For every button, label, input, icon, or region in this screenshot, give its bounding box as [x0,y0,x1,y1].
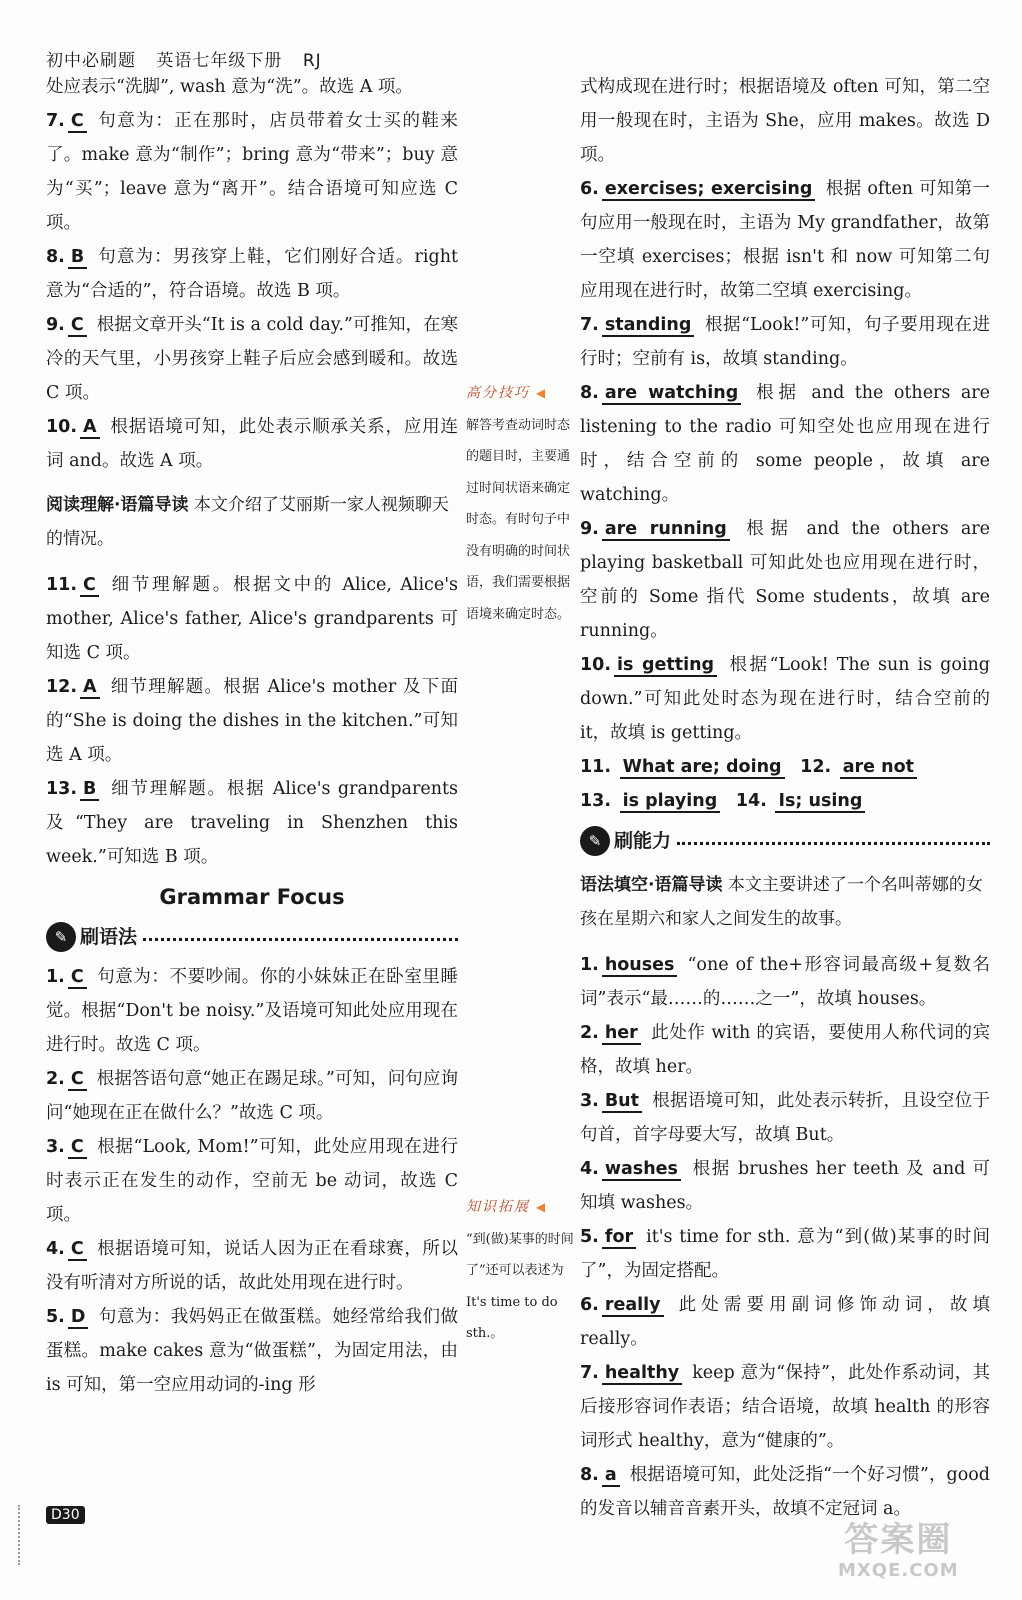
answer-item [580,1356,990,1458]
answer-item [46,240,458,308]
answer-item [580,172,990,308]
item-number: 6. [580,1295,599,1315]
left-answer-list-c [46,960,458,1402]
explanation-text: 根据 brushes her teeth 及 and 可知填 washes。 [580,1159,990,1213]
explanation-text: 根据语境可知，说话人因为正在看球赛，所以没有听清对方所说的话，故此处用现在进行时。 [46,1239,458,1293]
sidenote-knowledge-text: “到(做)某事的时间了”还可以表述为 It's time to do sth.。 [466,1231,574,1341]
answer-item [580,1458,990,1526]
explanation-text: 句意为：男孩穿上鞋，它们刚好合适。right 意为“合适的”，符合语境。故选 B 项。 [46,247,458,301]
item-number: 7. [580,1363,599,1383]
grammar-label: 语法填空·语篇导读 [580,875,723,895]
answer-item [580,376,990,512]
brush-icon: ✎ [580,826,610,856]
reading-intro [46,488,458,556]
sidenote-tip-text: 解答考查动词时态的题目时，主要通过时间状语来确定时态。有时句子中没有明确的时间状语，我们需要根据语境来确定时态。 [466,417,571,622]
item-number: 1. [580,955,599,975]
answer-key: D [68,1307,89,1329]
page-corner-mark [18,1505,34,1565]
edition-label: RJ [302,51,322,71]
item-number: 12. [800,757,832,777]
item-number: 7. [580,315,599,335]
answer-item [580,1288,990,1356]
left-column [46,70,458,1402]
item-number: 8. [580,1465,599,1485]
answer-item [580,1016,990,1084]
explanation-text: 根据 often 可知第一句应用一般现在时，主语为 My grandfather，故第一空填 exercises；根据 isn't 和 now 可知第二句应用现在进行时，故第二空填 exercising。 [580,179,990,301]
reading-summary: 本文介绍了艾丽斯一家人视频聊天的情况。 [46,495,449,549]
grammar-badge [46,920,458,954]
answer-item [46,670,458,772]
answer-item [46,1130,458,1232]
explanation-text: 根据文章开头“It is a cold day.”可推知，在寒冷的天气里，小男孩穿上鞋子后应会感到暖和。故选 C 项。 [46,315,458,403]
right-column [580,70,990,1526]
explanation-text: 句意为：不要吵闹。你的小妹妹正在卧室里睡觉。根据“Don't be noisy.”及语境可知此处应用现在进行时。故选 C 项。 [46,967,458,1055]
item-number: 13. [46,779,78,799]
answer-item [580,308,990,376]
item-number: 7. [46,111,65,131]
answer-key: But [602,1091,642,1113]
answer-key: C [68,315,87,337]
sidenote-tip [466,378,578,630]
item-number: 3. [580,1091,599,1111]
answer-item [46,308,458,410]
explanation-text: 根据“Look! The sun is going down.”可知此处时态为现在进行时，结合空前的 it，故填 is getting。 [580,655,990,743]
item-number: 9. [46,315,65,335]
answer-item [580,648,990,750]
book-title: 英语七年级下册 [156,51,283,71]
answer-key: What are; doing [620,757,785,779]
left-lead-text: 处应表示“洗脚”, wash 意为“洗”。故选 A 项。 [46,77,413,97]
answer-key: A [80,417,100,439]
explanation-text: 句意为：正在那时，店员带着女士买的鞋来了。make 意为“制作”；bring 意为“带来”；buy 意为“买”；leave 意为“离开”。结合语境可知应选 C 项。 [46,111,458,233]
grammar-summary: 本文主要讲述了一个名叫蒂娜的女孩在星期六和家人之间发生的故事。 [580,875,983,929]
answer-key: are not [840,757,917,779]
answer-item [46,568,458,670]
left-answer-list-b [46,568,458,874]
explanation-text: 细节理解题。根据 Alice's grandparents 及“They are traveling in Shenzhen this week.”可知选 B 项。 [46,779,458,867]
page-number: D30 [46,1506,85,1524]
answer-key: her [602,1023,641,1045]
ability-badge [580,824,990,858]
right-answer-list-a [580,172,990,750]
item-number: 13. [580,791,612,811]
answer-key: C [68,1069,87,1091]
answer-item [46,410,458,478]
watermark-main: 答案圈 [844,1520,953,1560]
answer-key: exercises; exercising [602,179,816,201]
item-number: 6. [580,179,599,199]
left-answer-list-a [46,104,458,478]
item-number: 5. [46,1307,65,1327]
explanation-text: 根据语境可知，此处泛指“一个好习惯”，good 的发音以辅音音素开头，故填不定冠词 a。 [580,1465,990,1519]
answer-key: is playing [620,791,721,813]
item-number: 1. [46,967,65,987]
answer-key: healthy [602,1363,682,1385]
right-answer-list-b [580,948,990,1526]
brush-icon: ✎ [46,922,76,952]
item-number: 4. [46,1239,65,1259]
item-number: 2. [46,1069,65,1089]
answer-key: really [602,1295,664,1317]
answer-key: C [68,967,87,989]
item-number: 11. [46,575,78,595]
explanation-text: 细节理解题。根据 Alice's mother 及下面的“She is doing the dishes in the kitchen.”可知选 A 项。 [46,677,458,765]
answer-key: B [80,779,99,801]
explanation-text: 根据 and the others are listening to the radio 可知空处也应用现在进行时，结合空前的 some people，故填 are watching。 [580,383,991,505]
item-number: 9. [580,519,599,539]
page-header [46,46,336,71]
answer-key: C [68,1239,87,1261]
reading-label: 阅读理解·语篇导读 [46,495,189,515]
answer-item [46,1062,458,1130]
dotted-divider [677,842,990,845]
answer-item [46,1300,458,1402]
explanation-text: 根据 and the others are playing basketball 可知此处也应用现在进行时，空前的 Some 指代 Some students，故填 are running。 [580,519,991,641]
explanation-text: 此处需要用副词修饰动词，故填 really。 [580,1295,990,1349]
explanation-text: it's time for sth. 意为“到(做)某事的时间了”，为固定搭配。 [580,1227,990,1281]
answer-key: a [602,1465,620,1487]
item-number: 10. [580,655,612,675]
answer-key: houses [602,955,678,977]
explanation-text: 根据“Look!”可知，句子要用现在进行时；空前有 is，故填 standing。 [580,315,990,369]
right-lead-text: 式构成现在进行时；根据语境及 often 可知，第二空用一般现在时，主语为 She，应用 makes。故选 D 项。 [580,77,990,165]
section-title: Grammar Focus [159,885,345,909]
answer-key: C [68,1137,87,1159]
answer-key: C [68,111,87,133]
answer-item [580,512,990,648]
watermark [838,1520,959,1581]
grammar-intro [580,868,990,936]
watermark-site: MXQE.COM [838,1560,959,1581]
answer-key: washes [602,1159,681,1181]
answer-item [46,104,458,240]
item-number: 8. [580,383,599,403]
sidenote-knowledge-tag: 知识拓展 ◀ [466,1192,578,1224]
explanation-text: 句意为：我妈妈正在做蛋糕。她经常给我们做蛋糕。make cakes 意为“做蛋糕”，为固定用法，由 is 可知，第一空应用动词的-ing 形 [46,1307,458,1395]
explanation-text: 此处作 with 的宾语，要使用人称代词的宾格，故填 her。 [580,1023,990,1077]
answer-key: are watching [602,383,741,405]
explanation-text: 细节理解题。根据文中的 Alice, Alice's mother, Alice's father, Alice's grandparents 可知选 C 项。 [46,575,458,663]
answer-key: standing [602,315,695,337]
answer-item [580,1152,990,1220]
sidenote-knowledge [466,1192,578,1350]
explanation-text: 根据语境可知，此处表示转折，且设空位于句首，首字母要大写，故填 But。 [580,1091,990,1145]
short-answer-row-2 [580,784,990,818]
explanation-text: 根据答语句意“她正在踢足球。”可知，问句应询问“她现在正在做什么？”故选 C 项。 [46,1069,458,1123]
answer-key: C [80,575,99,597]
answer-item [46,960,458,1062]
answer-key: Is; using [775,791,865,813]
answer-item [580,1220,990,1288]
answer-key: are running [602,519,730,541]
sidenote-tip-tag: 高分技巧 ◀ [466,378,578,410]
explanation-text: 根据“Look, Mom!”可知，此处应用现在进行时表示正在发生的动作，空前无 be 动词，故选 C 项。 [46,1137,458,1225]
ability-badge-label: 刷能力 [614,830,672,852]
item-number: 12. [46,677,78,697]
item-number: 2. [580,1023,599,1043]
answer-key: B [68,247,87,269]
item-number: 5. [580,1227,599,1247]
dotted-divider [143,938,458,941]
item-number: 8. [46,247,65,267]
answer-key: A [80,677,100,699]
short-answer-row-1 [580,750,990,784]
item-number: 11. [580,757,612,777]
item-number: 4. [580,1159,599,1179]
answer-key: is getting [614,655,717,677]
item-number: 3. [46,1137,65,1157]
answer-key: for [602,1227,636,1249]
answer-item [46,772,458,874]
explanation-text: “one of the+形容词最高级+复数名词”表示“最……的……之一”，故填 houses。 [580,955,990,1009]
item-number: 14. [735,791,767,811]
series-title: 初中必刷题 [46,51,136,71]
grammar-badge-label: 刷语法 [80,926,138,948]
explanation-text: keep 意为“保持”，此处作系动词，其后接形容词作表语；结合语境，故填 health 的形容词形式 healthy，意为“健康的”。 [580,1363,990,1451]
item-number: 10. [46,417,78,437]
answer-item [580,1084,990,1152]
explanation-text: 根据语境可知，此处表示顺承关系，应用连词 and。故选 A 项。 [46,417,458,471]
answer-item [580,948,990,1016]
answer-item [46,1232,458,1300]
